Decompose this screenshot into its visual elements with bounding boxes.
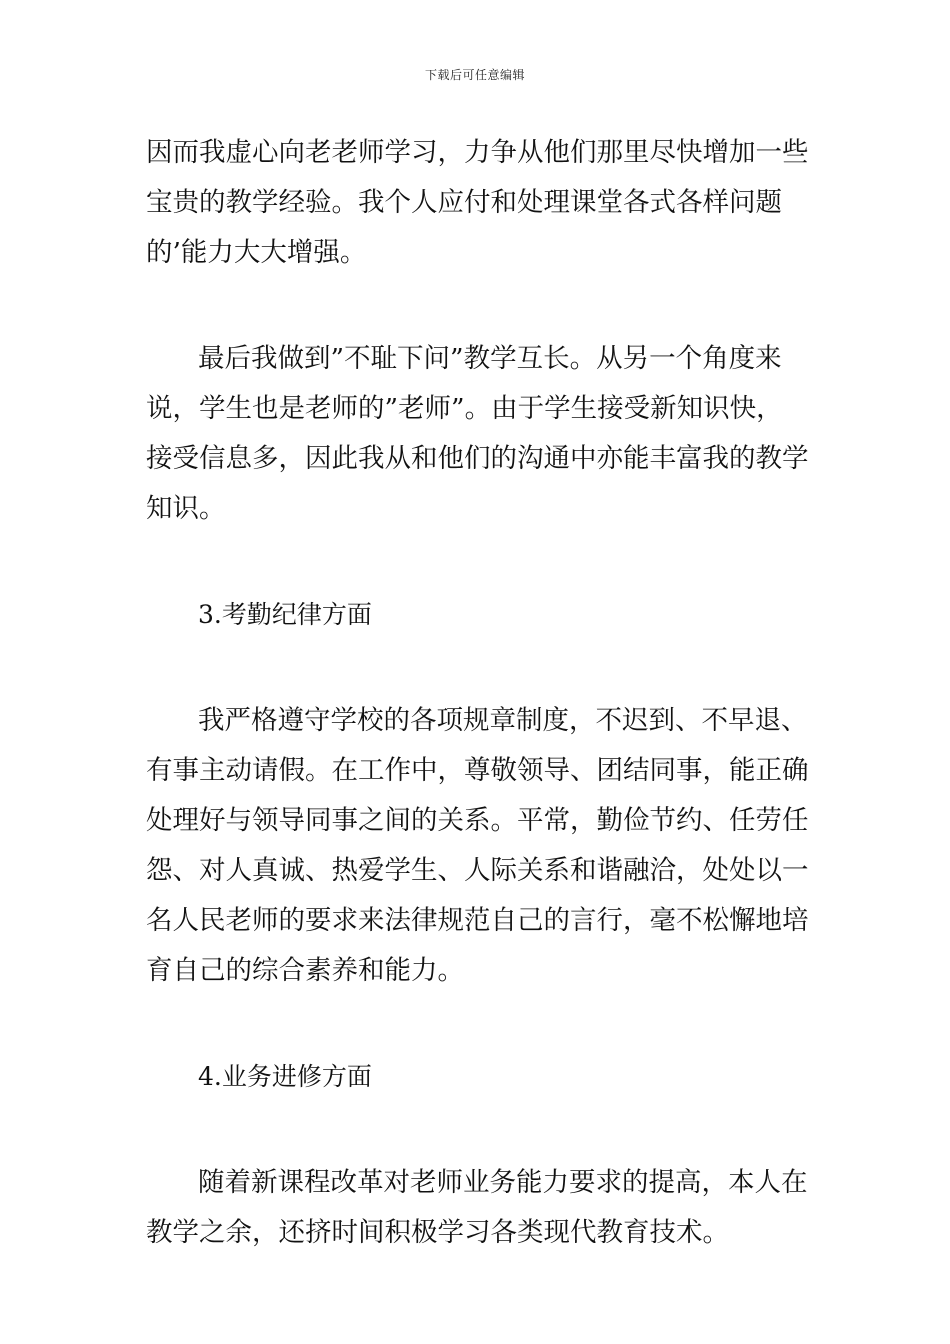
page-header: 下载后可任意编辑 (424, 68, 525, 82)
paragraph-line: 随着新课程改革对老师业务能力要求的提高，本人在 (198, 1167, 808, 1198)
paragraph-learning (146, 128, 811, 278)
section-heading-study: 4.业务进修方面 (198, 1062, 372, 1091)
paragraph-line: 处理好与领导同事之间的关系。平常，勤俭节约、任劳任 (146, 805, 809, 836)
paragraph-line: 教学之余，还挤时间积极学习各类现代教育技术。 (146, 1217, 729, 1248)
paragraph-line: 育自己的综合素养和能力。 (146, 955, 464, 986)
paragraph-gap (146, 278, 811, 334)
paragraph-line: 宝贵的教学经验。我个人应付和处理课堂各式各样问题 (146, 187, 782, 218)
paragraph-line: 接受信息多，因此我从和他们的沟通中亦能丰富我的教学 (146, 443, 809, 474)
paragraph-gap (146, 640, 811, 696)
paragraph-gap (146, 996, 811, 1052)
paragraph-line: 的’能力大大增强。 (146, 237, 367, 268)
section-heading-attendance: 3.考勤纪律方面 (198, 600, 372, 629)
paragraph-line: 我严格遵守学校的各项规章制度，不迟到、不早退、 (198, 705, 808, 736)
paragraph-line: 因而我虚心向老老师学习，力争从他们那里尽快增加一些 (146, 137, 809, 168)
paragraph-line: 怨、对人真诚、热爱学生、人际关系和谐融洽，处处以一 (146, 855, 809, 886)
paragraph-line: 最后我做到”不耻下问”教学互长。从另一个角度来 (198, 343, 782, 374)
paragraph-students (146, 334, 811, 534)
paragraph-line: 名人民老师的要求来法律规范自己的言行，毫不松懈地培 (146, 905, 809, 936)
paragraph-training (146, 1158, 811, 1258)
paragraph-gap (146, 534, 811, 590)
paragraph-line: 知识。 (146, 493, 226, 524)
paragraph-line: 有事主动请假。在工作中，尊敬领导、团结同事，能正确 (146, 755, 809, 786)
document-body (146, 128, 811, 1258)
paragraph-gap (146, 1102, 811, 1158)
paragraph-discipline (146, 696, 811, 996)
paragraph-line: 说，学生也是老师的”老师”。由于学生接受新知识快， (146, 393, 783, 424)
